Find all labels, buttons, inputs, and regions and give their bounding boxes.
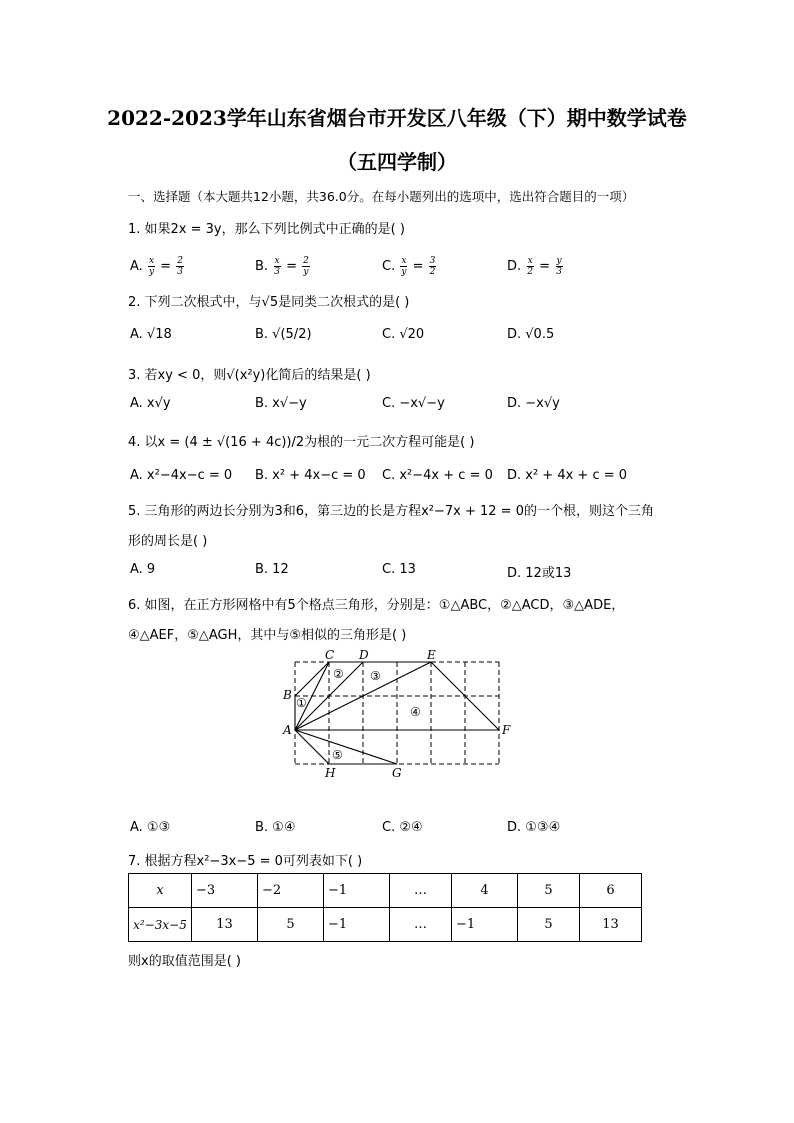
- table-row: [129, 874, 642, 908]
- table-cell: x: [129, 874, 192, 908]
- option-d-label: D.: [507, 259, 522, 274]
- table-cell: 13: [192, 908, 258, 942]
- table-cell: 5: [518, 908, 580, 942]
- question-5-stem: 5. 三角形的两边长分别为3和6，第三边的长是方程x²−7x + 12 = 0的一个根，则这个三角: [128, 504, 654, 519]
- label-e: E: [427, 648, 436, 662]
- label-g: G: [392, 766, 402, 780]
- table-cell: 4: [452, 874, 518, 908]
- question-5-stem-cont: 形的周长是( ): [128, 534, 208, 549]
- label-d: D: [359, 648, 369, 662]
- q3-option-a: A. x√y: [130, 396, 171, 411]
- question-2-stem: 2. 下列二次根式中，与√5是同类二次根式的是( ): [128, 295, 410, 310]
- q4-option-d: D. x² + 4x + c = 0: [507, 468, 628, 483]
- page-title-line1: 2022-2023学年山东省烟台市开发区八年级（下）期中数学试卷: [107, 106, 687, 130]
- label-f: F: [502, 723, 511, 737]
- question-1-stem: 1. 如果2x = 3y，那么下列比例式中正确的是( ): [128, 222, 405, 237]
- section-heading: 一、选择题（本大题共12小题，共36.0分。在每小题列出的选项中，选出符合题目的一项）: [128, 189, 635, 204]
- grid-lines: [295, 662, 499, 764]
- question-7-after: 则x的取值范围是( ): [128, 954, 241, 969]
- q2-option-c: C. √20: [382, 327, 425, 342]
- q6-option-b: B. ①④: [255, 820, 296, 835]
- label-b: B: [283, 688, 292, 702]
- table-cell: 5: [518, 874, 580, 908]
- q2-option-b: B. √(5/2): [255, 327, 312, 342]
- q4-option-c: C. x²−4x + c = 0: [382, 468, 493, 483]
- option-c-label: C.: [382, 259, 396, 274]
- q3-option-c: C. −x√−y: [382, 396, 445, 411]
- table-cell: −1: [324, 874, 390, 908]
- table-cell: …: [390, 874, 452, 908]
- q4-option-b: B. x² + 4x−c = 0: [255, 468, 366, 483]
- option-b-label: B.: [255, 259, 269, 274]
- mark-1: ①: [296, 696, 307, 710]
- question-7-stem: 7. 根据方程x²−3x−5 = 0可列表如下( ): [128, 854, 363, 869]
- mark-5: ⑤: [332, 748, 343, 762]
- mark-4: ④: [410, 705, 421, 719]
- table-cell: 6: [580, 874, 642, 908]
- q6-option-d: D. ①③④: [507, 820, 561, 835]
- mark-3: ③: [370, 669, 381, 683]
- q3-option-b: B. x√−y: [255, 396, 307, 411]
- q5-option-b: B. 12: [255, 562, 289, 577]
- q4-option-a: A. x²−4x−c = 0: [130, 468, 233, 483]
- grid-triangles-figure: [280, 648, 520, 788]
- q5-option-a: A. 9: [130, 562, 156, 577]
- q6-option-c: C. ②④: [382, 820, 423, 835]
- table-cell: −1: [452, 908, 518, 942]
- question-6-stem: 6. 如图，在正方形网格中有5个格点三角形，分别是：①△ABC，②△ACD，③△ADE，: [128, 598, 625, 613]
- q5-option-d: D. 12或13: [507, 566, 572, 581]
- label-a: A: [283, 723, 292, 737]
- question-6-stem-cont: ④△AEF，⑤△AGH，其中与⑤相似的三角形是( ): [128, 628, 407, 643]
- question-3-stem: 3. 若xy < 0，则√(x²y)化简后的结果是( ): [128, 368, 371, 383]
- table-row: [129, 908, 642, 942]
- q3-option-d: D. −x√y: [507, 396, 560, 411]
- label-h: H: [325, 766, 336, 780]
- table-cell: −1: [324, 908, 390, 942]
- q5-option-c: C. 13: [382, 562, 416, 577]
- q2-option-a: A. √18: [130, 327, 172, 342]
- option-a-label: A.: [130, 259, 143, 274]
- table-cell: −3: [192, 874, 258, 908]
- values-table: [128, 873, 642, 942]
- table-cell: 5: [258, 908, 324, 942]
- page-title-line2: （五四学制）: [337, 150, 457, 174]
- table-cell: …: [390, 908, 452, 942]
- q2-option-d: D. √0.5: [507, 327, 555, 342]
- table-cell: 13: [580, 908, 642, 942]
- label-c: C: [325, 648, 335, 662]
- table-cell: x²−3x−5: [129, 908, 192, 942]
- q6-option-a: A. ①③: [130, 820, 171, 835]
- mark-2: ②: [333, 667, 344, 681]
- question-4-stem: 4. 以x = (4 ± √(16 + 4c))/2为根的一元二次方程可能是( ): [128, 435, 475, 450]
- table-cell: −2: [258, 874, 324, 908]
